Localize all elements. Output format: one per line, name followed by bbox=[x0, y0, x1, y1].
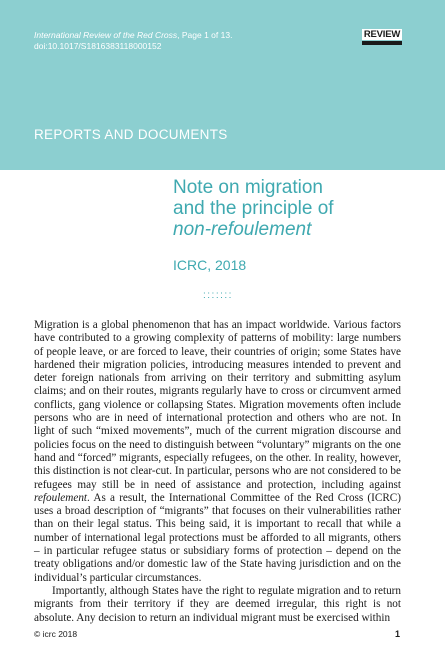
journal-meta bbox=[34, 30, 232, 52]
article-title bbox=[173, 177, 433, 240]
paragraph-2: Importantly, although States have the right to regulate migration and to return migrants from their territory if they are deemed irregular, this right is not absolute. Any decision to return an individual migrant must be exercised within bbox=[34, 584, 401, 624]
title-line-2: and the principle of bbox=[173, 198, 334, 219]
review-logo[interactable] bbox=[362, 29, 402, 51]
review-logo-text: REVIEW bbox=[363, 29, 401, 40]
copyright: © icrc 2018 bbox=[34, 629, 78, 639]
header-banner bbox=[0, 0, 445, 170]
paragraph-1 bbox=[34, 319, 401, 585]
title-line-1: Note on migration bbox=[173, 177, 323, 198]
journal-name[interactable]: International Review of the Red Cross bbox=[34, 30, 178, 40]
page-number: 1 bbox=[395, 629, 401, 639]
title-line-3: non-refoulement bbox=[173, 219, 312, 240]
doi-link[interactable]: doi:10.1017/S1816383118000152 bbox=[34, 41, 162, 51]
review-logo-bar bbox=[362, 41, 402, 45]
article-author: ICRC, 2018 bbox=[173, 257, 247, 273]
separator-dots: ::::::: bbox=[203, 290, 233, 301]
page-info: , Page 1 of 13. bbox=[177, 30, 233, 40]
paragraph-1-part-b: . As a result, the International Committee of the Red Cross (ICRC) uses a broad description of “migrants” that focuses on their vulnerabilities rather than on their legal status. This being said, it is important to recall that while a number of international legal protections must be afforded to all migrants, others – in particular refugee status or subsidiary forms of protection – depend on the treaty obligations and/or domestic law of the State having jurisdiction and on the individual’s particular circumstances. bbox=[34, 491, 401, 584]
article-body bbox=[34, 319, 401, 625]
paragraph-1-part-a: Migration is a global phenomenon that has an impact worldwide. Various factors have contributed to a growing complexity of patterns of mobility: large numbers of people leave, or are forced to leave, their countries of origin; some States have hardened their migration policies, introducing measures intended to prevent and deter foreign nationals from arriving on their territory and submitting asylum claims; and on their routes, migrants regularly have to cross or circumvent armed conflicts, gang violence or collapsing States. Migration movements often include persons who are in need of international protection and others who are not. In light of such “mixed movements”, much of the current migration discourse and policies focus on the need to distinguish between “voluntary” migrants on the one hand and “forced” migrants, especially refugees, on the other. In reality, however, this distinction is not clear-cut. In particular, persons who are not considered to be refugees may still be in need of assistance and protection, including against bbox=[34, 319, 401, 491]
section-label: REPORTS AND DOCUMENTS bbox=[34, 127, 228, 142]
paragraph-1-emphasis: refoulement bbox=[34, 491, 88, 504]
